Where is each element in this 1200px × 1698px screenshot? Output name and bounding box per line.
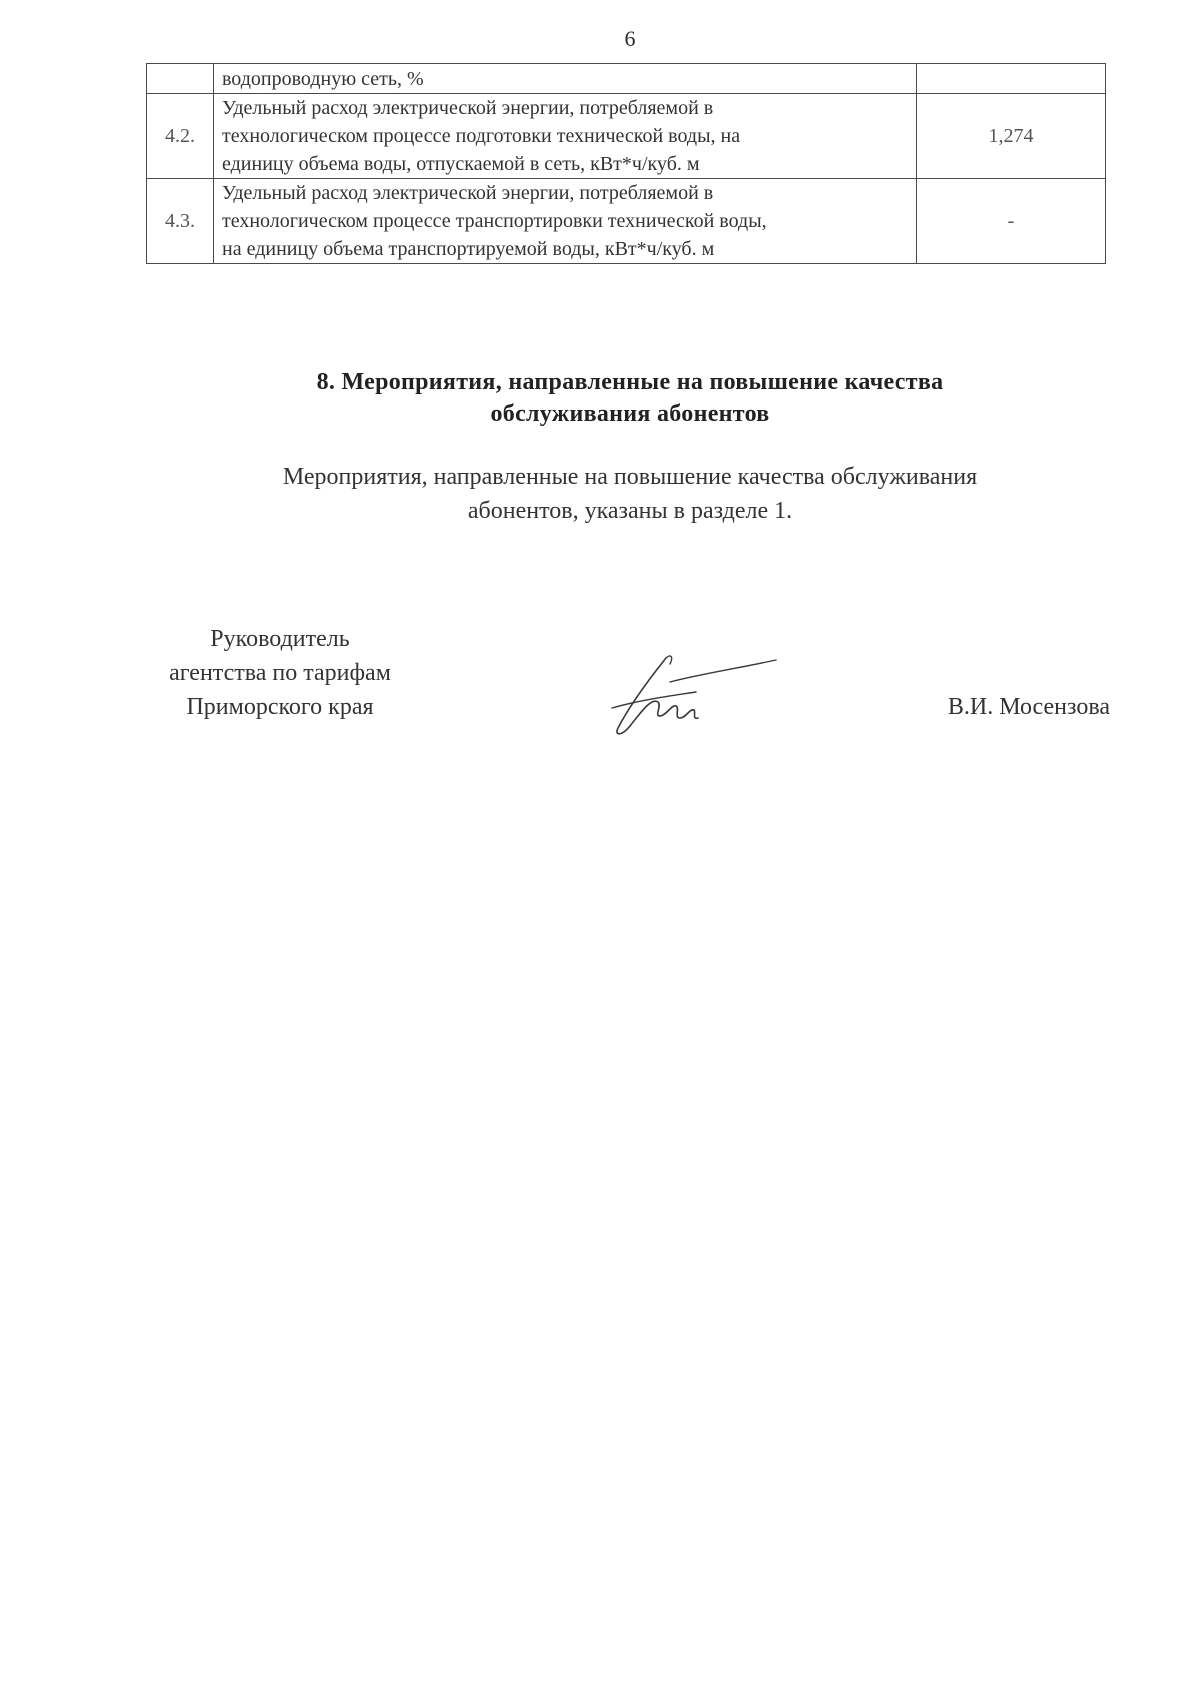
description-line: Удельный расход электрической энергии, потребляемой в — [222, 97, 714, 119]
section-text-line: Мероприятия, направленные на повышение качества обслуживания — [282, 464, 978, 490]
row-number: 4.3. — [147, 179, 214, 264]
row-description — [214, 179, 917, 264]
position-line: Приморского края — [186, 694, 374, 720]
row-value — [917, 64, 1106, 94]
description-line: Удельный расход электрической энергии, потребляемой в — [222, 182, 714, 204]
handwritten-signature — [600, 650, 780, 740]
row-number — [147, 64, 214, 94]
section-title-line: 8. Мероприятия, направленные на повышение качества — [316, 369, 944, 395]
description-line: на единицу объема транспортируемой воды, кВт*ч/куб. м — [222, 238, 715, 260]
description-line: технологическом процессе транспортировки технической воды, — [222, 210, 767, 232]
position-line: Руководитель — [210, 626, 350, 652]
row-value: 1,274 — [917, 94, 1106, 179]
table-row — [147, 64, 1106, 94]
row-number: 4.2. — [147, 94, 214, 179]
row-description — [214, 94, 917, 179]
position-line: агентства по тарифам — [169, 660, 391, 686]
indicators-table — [146, 63, 1106, 264]
description-line: технологическом процессе подготовки технической воды, на — [222, 125, 741, 147]
description-line: единицу объема воды, отпускаемой в сеть, кВт*ч/куб. м — [222, 153, 700, 175]
section-text-line: абонентов, указаны в разделе 1. — [467, 498, 793, 524]
section-text — [170, 460, 1090, 528]
section-title — [160, 366, 1100, 430]
signatory-position — [130, 622, 430, 724]
table-row — [147, 94, 1106, 179]
page-number: 6 — [624, 26, 636, 51]
description-line: водопроводную сеть, % — [222, 67, 424, 90]
table-row — [147, 179, 1106, 264]
section-title-line: обслуживания абонентов — [490, 401, 770, 427]
row-description — [214, 64, 917, 94]
signatory-name: В.И. Мосензова — [947, 694, 1110, 720]
row-value: - — [917, 179, 1106, 264]
